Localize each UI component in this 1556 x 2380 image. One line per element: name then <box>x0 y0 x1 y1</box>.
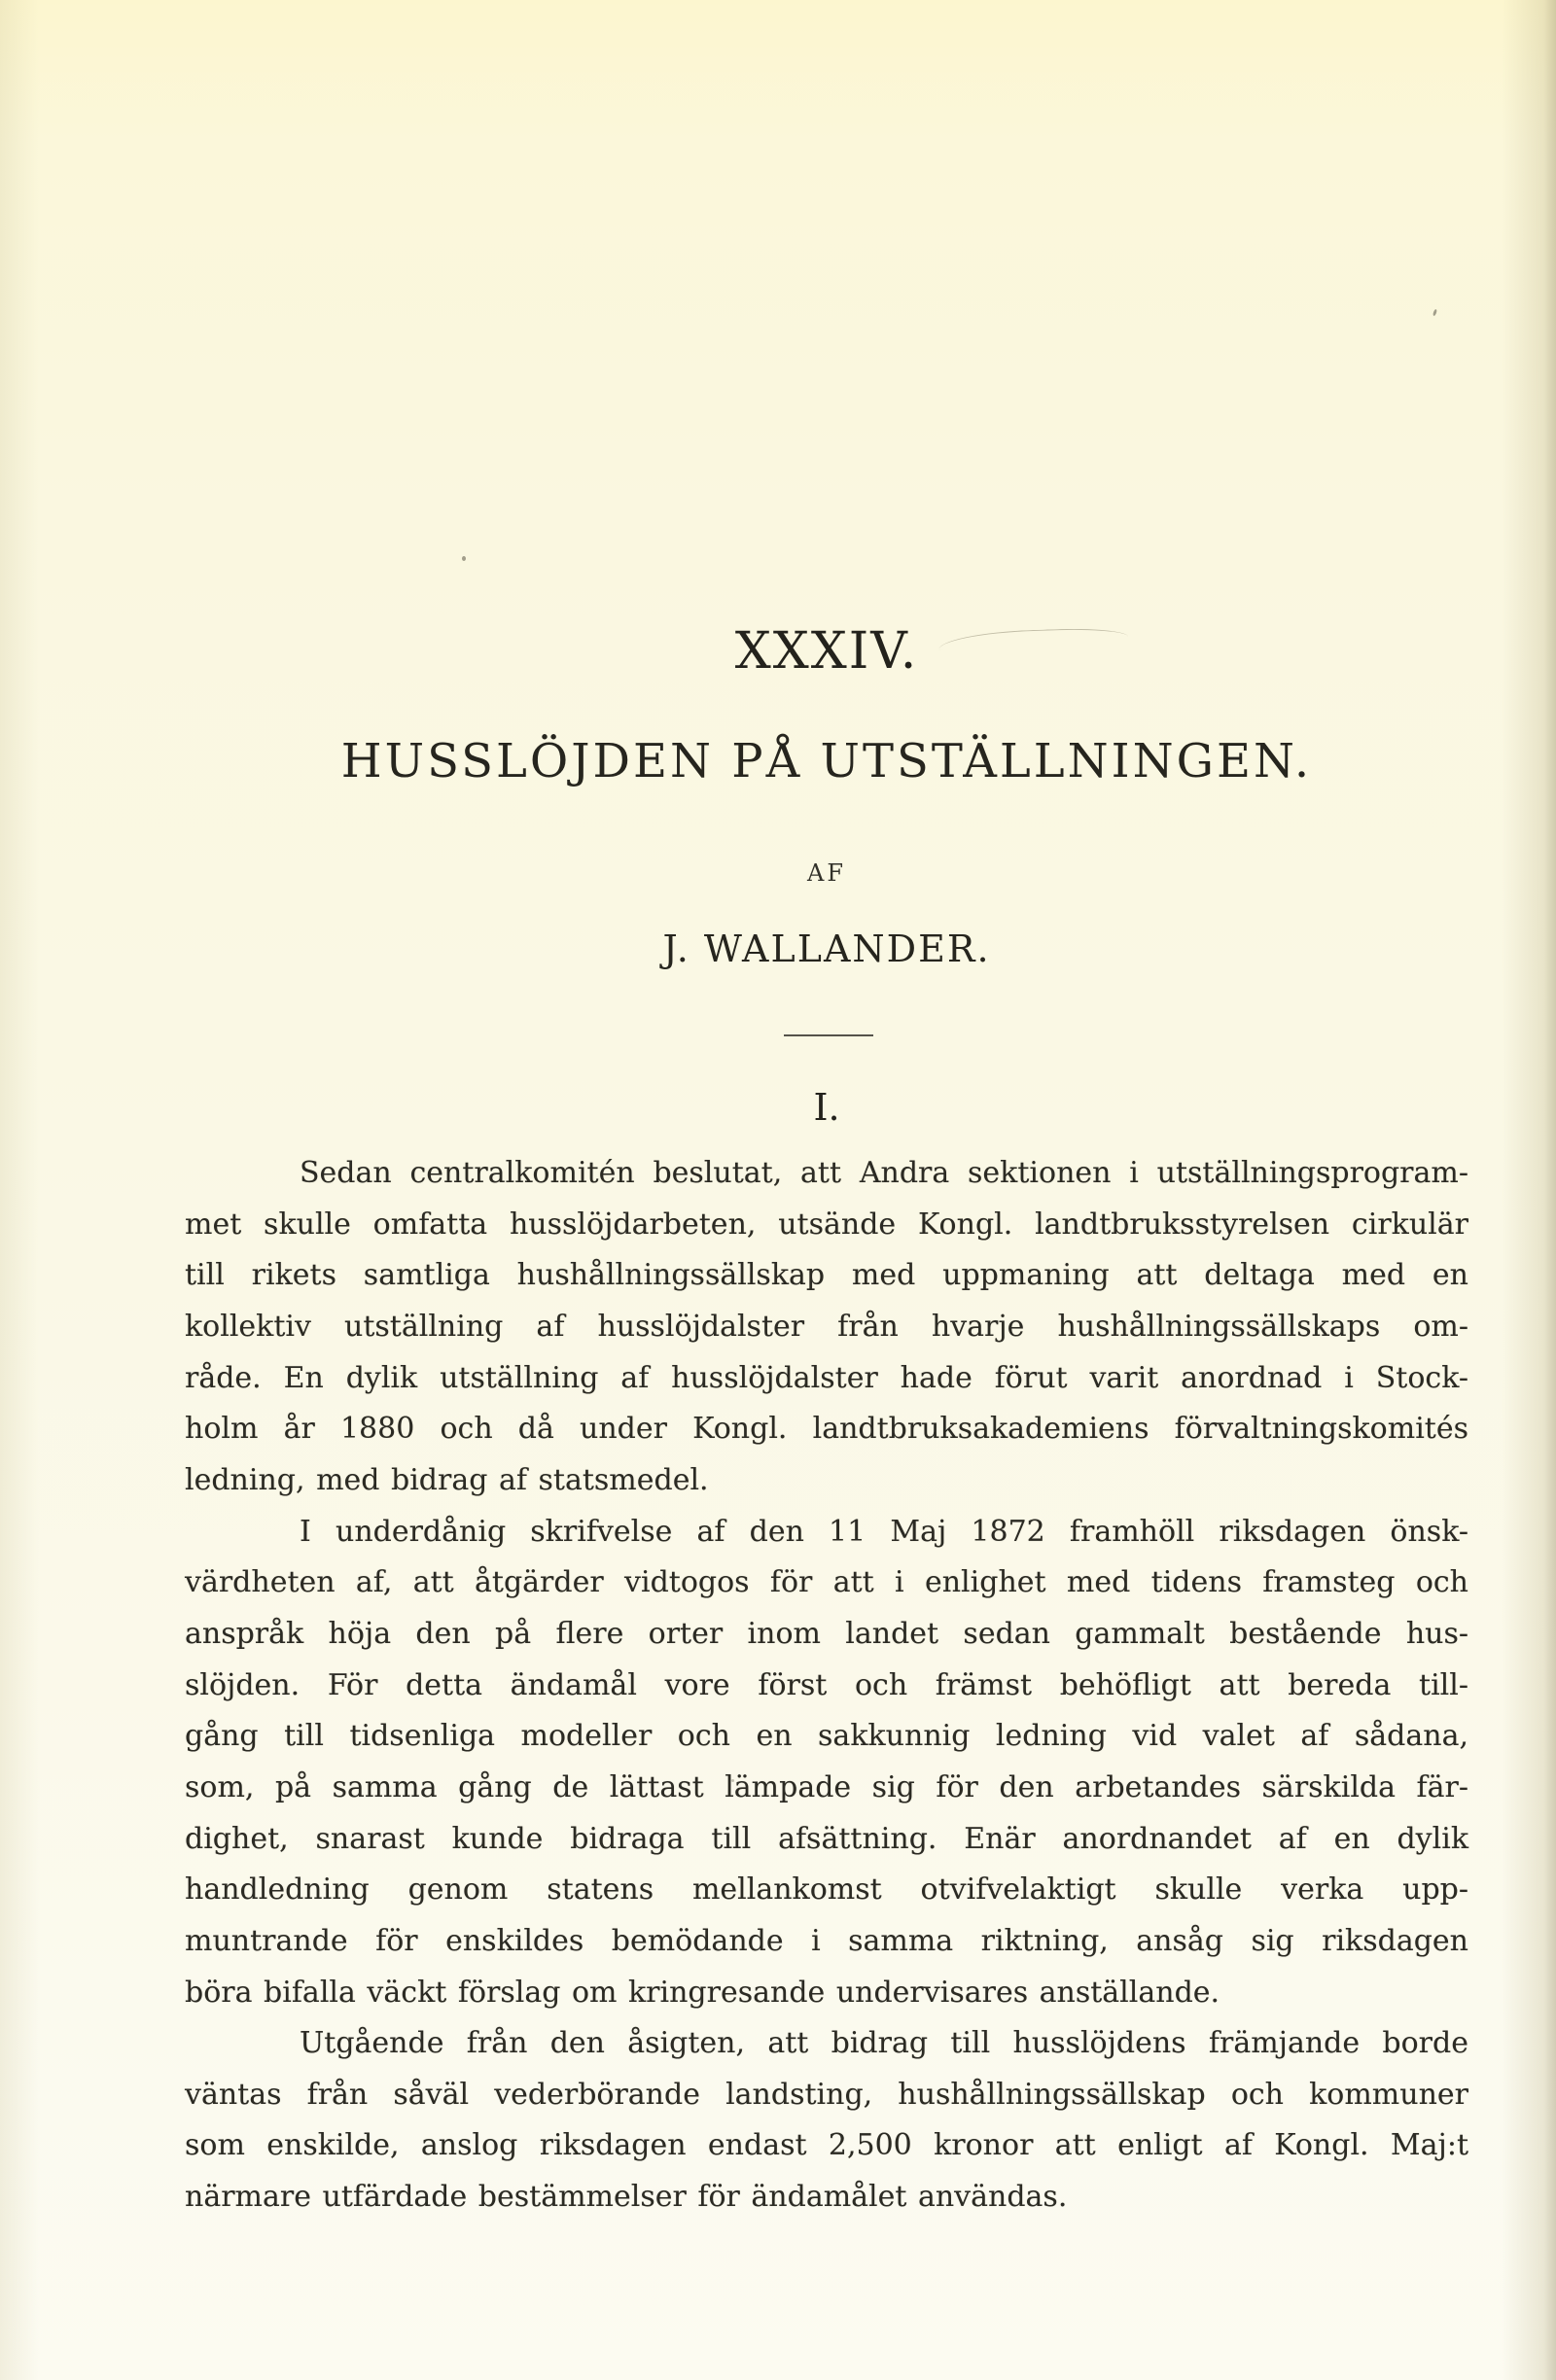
text-line: gång till tidsenliga modeller och en sakkunnig ledning vid valet af sådana, <box>185 1719 1468 1754</box>
text-line: met skulle omfatta husslöjdarbeten, utsände Kongl. landtbruksstyrelsen cirkulär <box>185 1207 1468 1242</box>
text-line: närmare utfärdade bestämmelser för ändamålet användas. <box>185 2180 1068 2215</box>
text-line: anspråk höja den på flere orter inom landet sedan gammalt bestående hus- <box>185 1616 1468 1651</box>
text-line: som enskilde, anslog riksdagen endast 2,500 kronor att enligt af Kongl. Maj:t <box>185 2128 1468 2163</box>
author-name: J. WALLANDER. <box>662 928 991 970</box>
text-line: holm år 1880 och då under Kongl. landtbruksakademiens förvaltningskomités <box>185 1412 1468 1447</box>
text-line: I underdånig skrifvelse af den 11 Maj 1872 framhöll riksdagen önsk- <box>300 1514 1468 1549</box>
body-text <box>185 1148 1468 2223</box>
text-line: handledning genom statens mellankomst otvifvelaktigt skulle verka upp- <box>185 1872 1468 1908</box>
text-line: ledning, med bidrag af statsmedel. <box>185 1462 709 1497</box>
text-line: Utgående från den åsigten, att bidrag till husslöjdens främjande borde <box>300 2026 1468 2061</box>
text-line: som, på samma gång de lättast lämpade sig för den arbetandes särskilda fär- <box>185 1769 1468 1804</box>
section-divider-rule <box>784 1034 873 1036</box>
paper-speck <box>1432 309 1437 317</box>
text-line: dighet, snarast kunde bidraga till afsättning. Enär anordnandet af en dylik <box>185 1821 1468 1856</box>
chapter-number: XXXIV. <box>734 622 919 681</box>
section-number: I. <box>813 1086 840 1129</box>
text-line: kollektiv utställning af husslöjdalster från hvarje hushållningssällskaps om- <box>185 1309 1468 1344</box>
text-line: slöjden. För detta ändamål vore först och främst behöfligt att bereda till- <box>185 1667 1468 1702</box>
text-line: Sedan centralkomitén beslutat, att Andra sektionen i utställningsprogram- <box>300 1156 1468 1190</box>
text-line: muntrande för enskildes bemödande i samma riktning, ansåg sig riksdagen <box>185 1923 1468 1958</box>
byline-prefix: AF <box>807 859 846 887</box>
text-line: råde. En dylik utställning af husslöjdalster hade förut varit anordnad i Stock- <box>185 1360 1468 1395</box>
paper-speck <box>462 556 466 561</box>
text-line: värdheten af, att åtgärder vidtogos för att i enlighet med tidens framsteg och <box>185 1565 1468 1600</box>
text-line: väntas från såväl vederbörande landsting, hushållningssällskap och kommuner <box>185 2077 1468 2112</box>
page-title: HUSSLÖJDEN PÅ UTSTÄLLNINGEN. <box>340 734 1313 788</box>
text-line: böra bifalla väckt förslag om kringresande undervisares anställande. <box>185 1975 1220 2010</box>
text-line: till rikets samtliga hushållningssällskap med uppmaning att deltaga med en <box>185 1258 1468 1293</box>
